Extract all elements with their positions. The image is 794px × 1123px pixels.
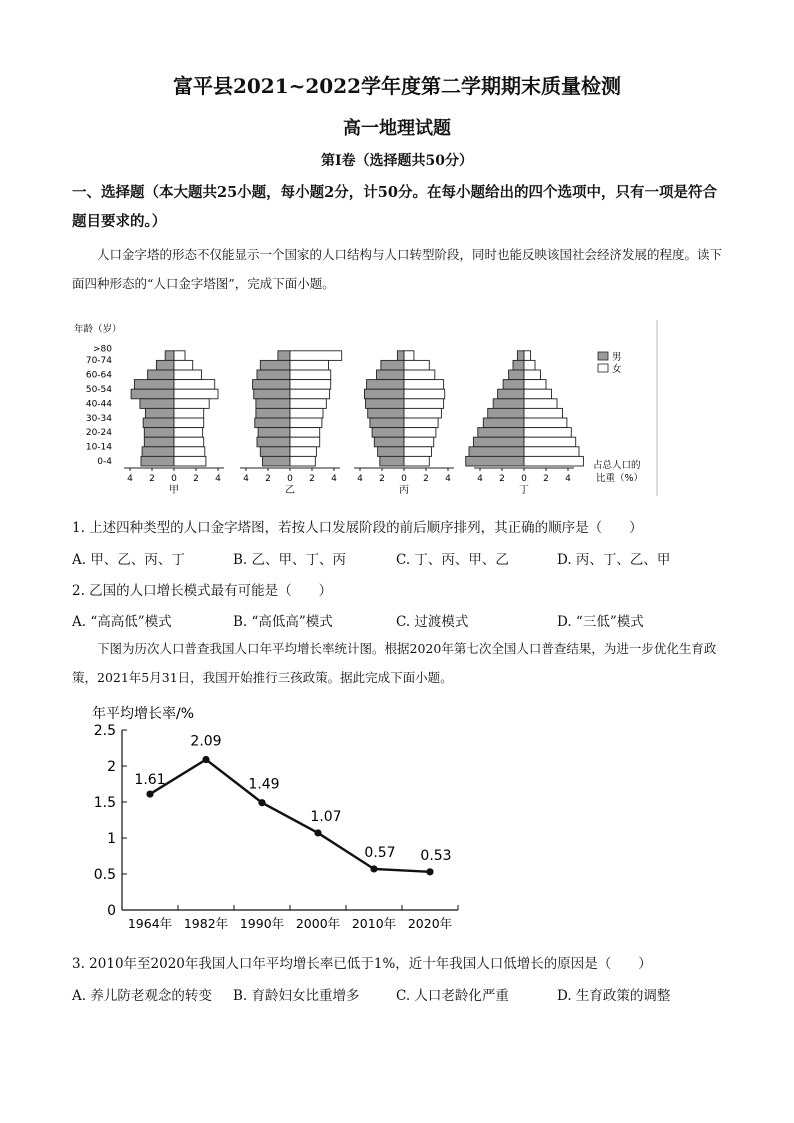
male-bar xyxy=(263,456,291,466)
male-bar xyxy=(258,428,290,438)
female-bar xyxy=(404,351,414,361)
male-bar xyxy=(498,389,524,399)
pyramid-tick-label: 4 xyxy=(243,474,249,484)
male-bar xyxy=(509,370,524,380)
pyramid-country-label: 甲 xyxy=(169,485,179,496)
female-bar xyxy=(290,418,322,428)
pyramid-tick-label: 2 xyxy=(193,474,199,484)
male-bar xyxy=(364,389,404,399)
female-bar xyxy=(174,360,193,370)
pyramid-y-axis-label: 年龄（岁） xyxy=(74,324,122,335)
female-bar xyxy=(524,447,579,457)
question-3-option-c[interactable]: C. 人口老龄化严重 xyxy=(396,988,509,1004)
chart-y-axis-label: 年平均增长率/% xyxy=(92,706,195,722)
pyramid-tick-label: 4 xyxy=(477,474,483,484)
male-bar xyxy=(374,437,404,447)
question-3-option-b[interactable]: B. 育龄妇女比重增多 xyxy=(233,988,360,1004)
female-bar xyxy=(524,437,576,447)
pyramid-country-label: 丁 xyxy=(519,485,529,496)
age-group-label: 0-4 xyxy=(97,457,112,467)
female-bar xyxy=(524,428,571,438)
pyramid-legend xyxy=(598,352,622,375)
pyramid-tick-label: 4 xyxy=(331,474,337,484)
male-bar xyxy=(368,408,404,418)
female-bar xyxy=(290,428,320,438)
data-label: 1.07 xyxy=(310,808,342,825)
pyramid-country-label: 乙 xyxy=(285,485,295,496)
age-group-label: 10-14 xyxy=(85,442,112,453)
x-tick-label: 1982年 xyxy=(183,916,229,931)
data-point xyxy=(146,790,153,797)
male-bar xyxy=(483,418,524,428)
question-2-stem: 2. 乙国的人口增长模式最有可能是（ ） xyxy=(72,583,333,599)
pyramid-tick-label: 2 xyxy=(499,474,505,484)
male-bar xyxy=(469,447,524,457)
male-bar xyxy=(256,408,290,418)
pyramid-age-labels xyxy=(86,345,112,467)
pyramid-tick-label: 0 xyxy=(287,474,293,484)
pyramid-x-axis-label-1: 占总人口的 xyxy=(593,460,641,471)
female-bar xyxy=(174,418,204,428)
male-bar xyxy=(503,380,524,390)
age-group-label: >80 xyxy=(93,344,112,355)
pyramid-1 xyxy=(124,351,224,496)
pyramid-charts xyxy=(124,351,583,496)
age-group-label: 40-44 xyxy=(85,399,112,410)
pyramid-tick-label: 2 xyxy=(543,474,549,484)
female-bar xyxy=(524,456,583,466)
male-bar xyxy=(253,380,290,390)
female-bar xyxy=(524,360,535,370)
female-bar xyxy=(290,408,323,418)
pyramid-3 xyxy=(354,351,454,496)
male-bar xyxy=(473,437,524,447)
x-tick-label: 2010年 xyxy=(351,916,397,931)
chart-axes xyxy=(122,730,458,910)
pyramid-tick-label: 4 xyxy=(565,474,571,484)
male-bar xyxy=(380,456,404,466)
female-bar xyxy=(290,351,342,361)
y-tick-label: 1.5 xyxy=(93,795,116,811)
female-bar xyxy=(524,418,567,428)
x-tick-label: 2000年 xyxy=(295,916,341,931)
data-point xyxy=(370,865,377,872)
pyramid-2 xyxy=(240,351,342,496)
female-bar xyxy=(174,428,203,438)
question-1-option-a[interactable]: A. 甲、乙、丙、丁 xyxy=(72,552,185,568)
male-bar xyxy=(372,428,404,438)
section-heading: 一、选择题（本大题共25小题，每小题2分，计50分。在每小题给出的四个选项中，只有一项是符合题目要求的。） xyxy=(72,184,717,230)
y-tick-label: 0 xyxy=(107,903,116,919)
pyramid-tick-label: 2 xyxy=(423,474,429,484)
pyramid-x-axis-label-2: 比重（%） xyxy=(596,473,644,484)
chart-data-labels xyxy=(134,734,451,864)
male-bar xyxy=(493,399,524,409)
question-2-option-b[interactable]: B. “高低高”模式 xyxy=(233,614,333,630)
pyramid-tick-label: 4 xyxy=(445,474,451,484)
question-1-option-b[interactable]: B. 乙、甲、丁、丙 xyxy=(233,552,347,568)
question-3-option-a[interactable]: A. 养儿防老观念的转变 xyxy=(72,988,212,1004)
age-group-label: 60-64 xyxy=(85,370,112,381)
pyramid-4 xyxy=(466,351,584,496)
male-bar xyxy=(256,399,290,409)
female-bar xyxy=(290,370,331,380)
pyramid-tick-label: 0 xyxy=(171,474,177,484)
female-bar xyxy=(174,447,205,457)
pyramid-tick-label: 2 xyxy=(379,474,385,484)
male-bar xyxy=(488,408,524,418)
population-pyramid-figure xyxy=(68,318,668,498)
female-bar xyxy=(524,351,531,361)
age-group-label: 20-24 xyxy=(85,428,112,439)
male-bar xyxy=(381,360,404,370)
female-bar xyxy=(404,408,441,418)
question-1-stem: 1. 上述四种类型的人口金字塔图，若按人口发展阶段的前后顺序排列，其正确的顺序是（ ） xyxy=(72,520,643,536)
growth-rate-line-chart xyxy=(80,700,480,940)
page-subtitle: 高一地理试题 xyxy=(343,118,451,139)
female-bar xyxy=(174,408,204,418)
female-bar xyxy=(174,437,204,447)
female-bar xyxy=(524,389,552,399)
intro-paragraph-1: 人口金字塔的形态不仅能显示一个国家的人口结构与人口转型阶段，同时也能反映该国社会经济发展的程度。读下面四种形态的“人口金字塔图”，完成下面小题。 xyxy=(72,247,723,291)
male-bar xyxy=(466,456,524,466)
male-bar xyxy=(257,370,290,380)
male-bar xyxy=(165,351,174,361)
legend-female-swatch xyxy=(598,364,608,372)
male-bar xyxy=(145,408,174,418)
male-bar xyxy=(144,437,174,447)
female-bar xyxy=(174,456,206,466)
data-point xyxy=(258,799,265,806)
male-bar xyxy=(367,380,404,390)
male-bar xyxy=(478,428,524,438)
male-bar xyxy=(370,418,404,428)
female-bar xyxy=(290,380,331,390)
female-bar xyxy=(524,399,557,409)
male-bar xyxy=(148,370,174,380)
pyramid-tick-label: 2 xyxy=(149,474,155,484)
pyramid-tick-label: 2 xyxy=(309,474,315,484)
female-bar xyxy=(290,389,330,399)
male-bar xyxy=(140,399,174,409)
male-bar xyxy=(377,370,405,380)
y-tick-label: 2.5 xyxy=(93,723,116,739)
male-bar xyxy=(260,447,290,457)
question-2-option-d[interactable]: D. “三低”模式 xyxy=(557,614,644,630)
male-bar xyxy=(255,418,290,428)
data-label: 0.57 xyxy=(364,844,396,861)
female-bar xyxy=(404,447,432,457)
male-bar xyxy=(254,389,290,399)
male-bar xyxy=(144,428,174,438)
y-tick-label: 1 xyxy=(107,831,116,847)
intro-paragraph-2: 下图为历次人口普查我国人口年平均增长率统计图。根据2020年第七次全国人口普查结果，为进一步优化生育政策，2021年5月31日，我国开始推行三孩政策。据此完成下面小题。 xyxy=(72,641,717,685)
female-bar xyxy=(290,456,315,466)
female-bar xyxy=(524,380,546,390)
female-bar xyxy=(404,418,438,428)
male-bar xyxy=(141,456,174,466)
male-bar xyxy=(134,380,174,390)
female-bar xyxy=(404,428,436,438)
chart-x-ticks xyxy=(128,905,458,931)
female-bar xyxy=(174,370,202,380)
pyramid-tick-label: 0 xyxy=(401,474,407,484)
female-bar xyxy=(174,380,215,390)
question-1-option-d[interactable]: D. 丙、丁、乙、甲 xyxy=(557,552,671,568)
x-tick-label: 1990年 xyxy=(239,916,285,931)
male-bar xyxy=(131,389,174,399)
x-tick-label: 1964年 xyxy=(127,916,173,931)
pyramid-tick-label: 4 xyxy=(357,474,363,484)
pyramid-tick-label: 4 xyxy=(127,474,133,484)
male-bar xyxy=(517,351,524,361)
female-bar xyxy=(174,399,209,409)
part-heading: 第Ⅰ卷（选择题共50分） xyxy=(320,153,474,169)
data-point xyxy=(314,829,321,836)
question-3-stem: 3. 2010年至2020年我国人口年平均增长率已低于1%，近十年我国人口低增长的原因是（ ） xyxy=(72,956,652,972)
female-bar xyxy=(404,399,444,409)
question-3-option-d[interactable]: D. 生育政策的调整 xyxy=(557,988,671,1004)
male-bar xyxy=(260,360,290,370)
female-bar xyxy=(290,399,326,409)
male-bar xyxy=(278,351,290,361)
male-bar xyxy=(378,447,404,457)
y-tick-label: 0.5 xyxy=(93,867,116,883)
male-bar xyxy=(366,399,405,409)
pyramid-tick-label: 2 xyxy=(265,474,271,484)
pyramid-tick-label: 0 xyxy=(521,474,527,484)
question-1-option-c[interactable]: C. 丁、丙、甲、乙 xyxy=(396,552,509,568)
female-bar xyxy=(524,370,541,380)
male-bar xyxy=(156,360,174,370)
age-group-label: 50-54 xyxy=(85,385,112,395)
male-bar xyxy=(143,418,174,428)
data-label: 1.49 xyxy=(248,776,280,793)
data-label: 0.53 xyxy=(420,847,452,864)
pyramid-tick-label: 4 xyxy=(215,474,221,484)
female-bar xyxy=(404,456,429,466)
y-tick-label: 2 xyxy=(107,759,116,775)
female-bar xyxy=(290,447,316,457)
female-bar xyxy=(404,389,445,399)
female-bar xyxy=(524,408,563,418)
male-bar xyxy=(397,351,404,361)
legend-male-label: 男 xyxy=(612,352,622,363)
pyramid-country-label: 丙 xyxy=(399,485,409,496)
legend-female-label: 女 xyxy=(612,364,622,375)
female-bar xyxy=(404,370,435,380)
legend-male-swatch xyxy=(598,352,608,360)
data-point xyxy=(426,868,433,875)
age-group-label: 30-34 xyxy=(85,413,112,424)
female-bar xyxy=(290,360,329,370)
female-bar xyxy=(404,437,434,447)
female-bar xyxy=(404,380,444,390)
male-bar xyxy=(142,447,174,457)
female-bar xyxy=(174,389,218,399)
male-bar xyxy=(257,437,290,447)
female-bar xyxy=(174,351,185,361)
age-group-label: 70-74 xyxy=(85,356,112,367)
female-bar xyxy=(290,437,320,447)
data-label: 1.61 xyxy=(134,772,166,789)
data-point xyxy=(202,756,209,763)
male-bar xyxy=(513,360,524,370)
question-2-option-c[interactable]: C. 过渡模式 xyxy=(396,614,469,630)
data-label: 2.09 xyxy=(190,733,222,750)
question-2-option-a[interactable]: A. “高高低”模式 xyxy=(72,614,172,630)
page-title: 富平县2021~2022学年度第二学期期末质量检测 xyxy=(172,74,622,98)
female-bar xyxy=(404,360,429,370)
x-tick-label: 2020年 xyxy=(407,916,453,931)
